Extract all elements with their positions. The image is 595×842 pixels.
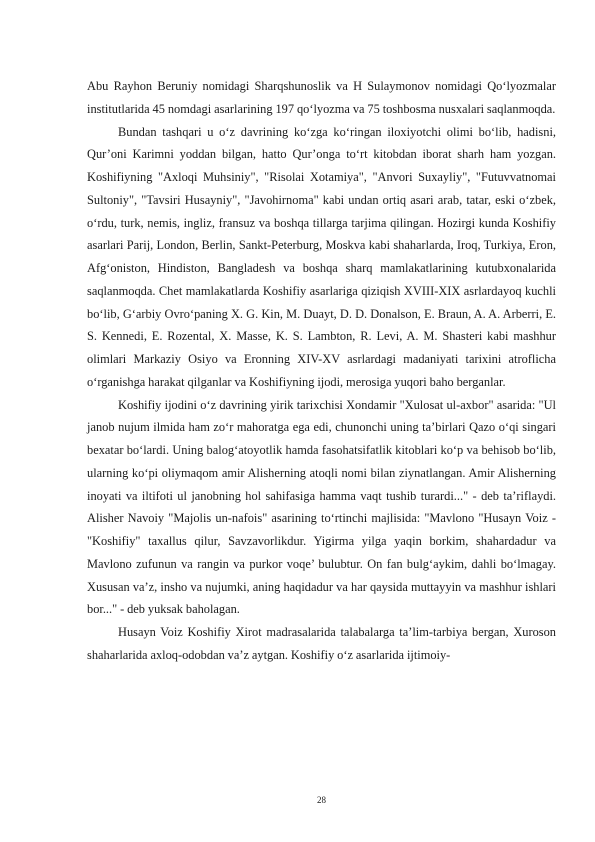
paragraph-4: Husayn Voiz Koshifiy Xirot madrasalarida talabalarga ta’lim-tarbiya bergan, Xuroson shaharlarida axloq-odobdan va’z aytgan. Koshifiy o‘z asarlarida ijtimoiy- — [87, 625, 556, 662]
page-number: 28 — [317, 795, 326, 805]
paragraph-3: Koshifiy ijodini o‘z davrining yirik tarixchisi Xondamir "Xulosat ul-axbor" asarida: "Ul janob nujum ilmida ham zo‘r mahoratga ega edi, chunonchi uning ta’birlari Qazo o‘qi singari bexatar bo‘lardi. Uning balog‘atoyotlik hamda fasohatsifatlik kitoblari ko‘p va behisob bo‘lib, ularning ko‘pi oliymaqom amir Alisherning atoqli nomi bilan ziynatlangan. Amir Alisherning inoyati va iltifoti ul janobning hol sahifasiga hamma vaqt tushib turardi..." - deb ta’riflaydi. Alisher Navoiy "Majolis un-nafois" asarining to‘rtinchi majlisida: "Mavlono "Husayn Voiz - "Koshifiy" taxallus qilur, Savzavorlikdur. Yigirma yilga yaqin borkim, shahardadur va Mavlono zufunun va rangin va purkor voqe’ bulubtur. On fan bulg‘aykim, dahli bo‘lmagay. Xususan va’z, insho va nujumki, aning haqidadur va har qaysida muttayyin va mashhur ishlari bor..." - deb yuksak baholagan. — [87, 397, 556, 617]
paragraph-1: Abu Rayhon Beruniy nomidagi Sharqshunoslik va H Sulaymonov nomidagi Qo‘lyozmalar institutlarida 45 nomdagi asarlarining 197 qo‘lyozma va 75 toshbosma nusxalari saqlanmoqda. — [87, 79, 556, 116]
document-page — [87, 75, 556, 667]
paragraph-2: Bundan tashqari u o‘z davrining ko‘zga ko‘ringan iloxiyotchi olimi bo‘lib, hadisni, Qur’oni Karimni yoddan bilgan, hatto Qur’onga to‘rt kitobdan iborat sharh ham yozgan. Koshifiyning "Axloqi Muhsiniy", "Risolai Xotamiya", "Anvori Suxayliy", "Futuvvatnomai Sultoniy", "Tavsiri Husayniy", "Javohirnoma" kabi undan ortiq asari arab, tatar, eski o‘zbek, o‘rdu, turk, nemis, ingliz, fransuz va boshqa tillarga tarjima qilingan. Hozirgi kunda Koshifiy asarlari Parij, London, Berlin, Sankt-Peterburg, Moskva kabi shaharlarda, Iroq, Turkiya, Eron, Afg‘oniston, Hindiston, Bangladesh va boshqa sharq mamlakatlarining kutubxonalarida saqlanmoqda. Chet mamlakatlarda Koshifiy asarlariga qiziqish XVIII-XIX asrlardayoq kuchli bo‘lib, G‘arbiy Ovro‘paning X. G. Kin, M. Duayt, D. D. Donalson, E. Braun, A. A. Arberri, E. S. Kennedi, E. Rozental, X. Masse, K. S. Lambton, R. Levi, A. M. Shasteri kabi mashhur olimlari Markaziy Osiyo va Eronning XIV-XV asrlardagi madaniyati tarixini atroflicha o‘rganishga harakat qilganlar va Koshifiyning ijodi, merosiga yuqori baho berganlar. — [87, 124, 556, 389]
